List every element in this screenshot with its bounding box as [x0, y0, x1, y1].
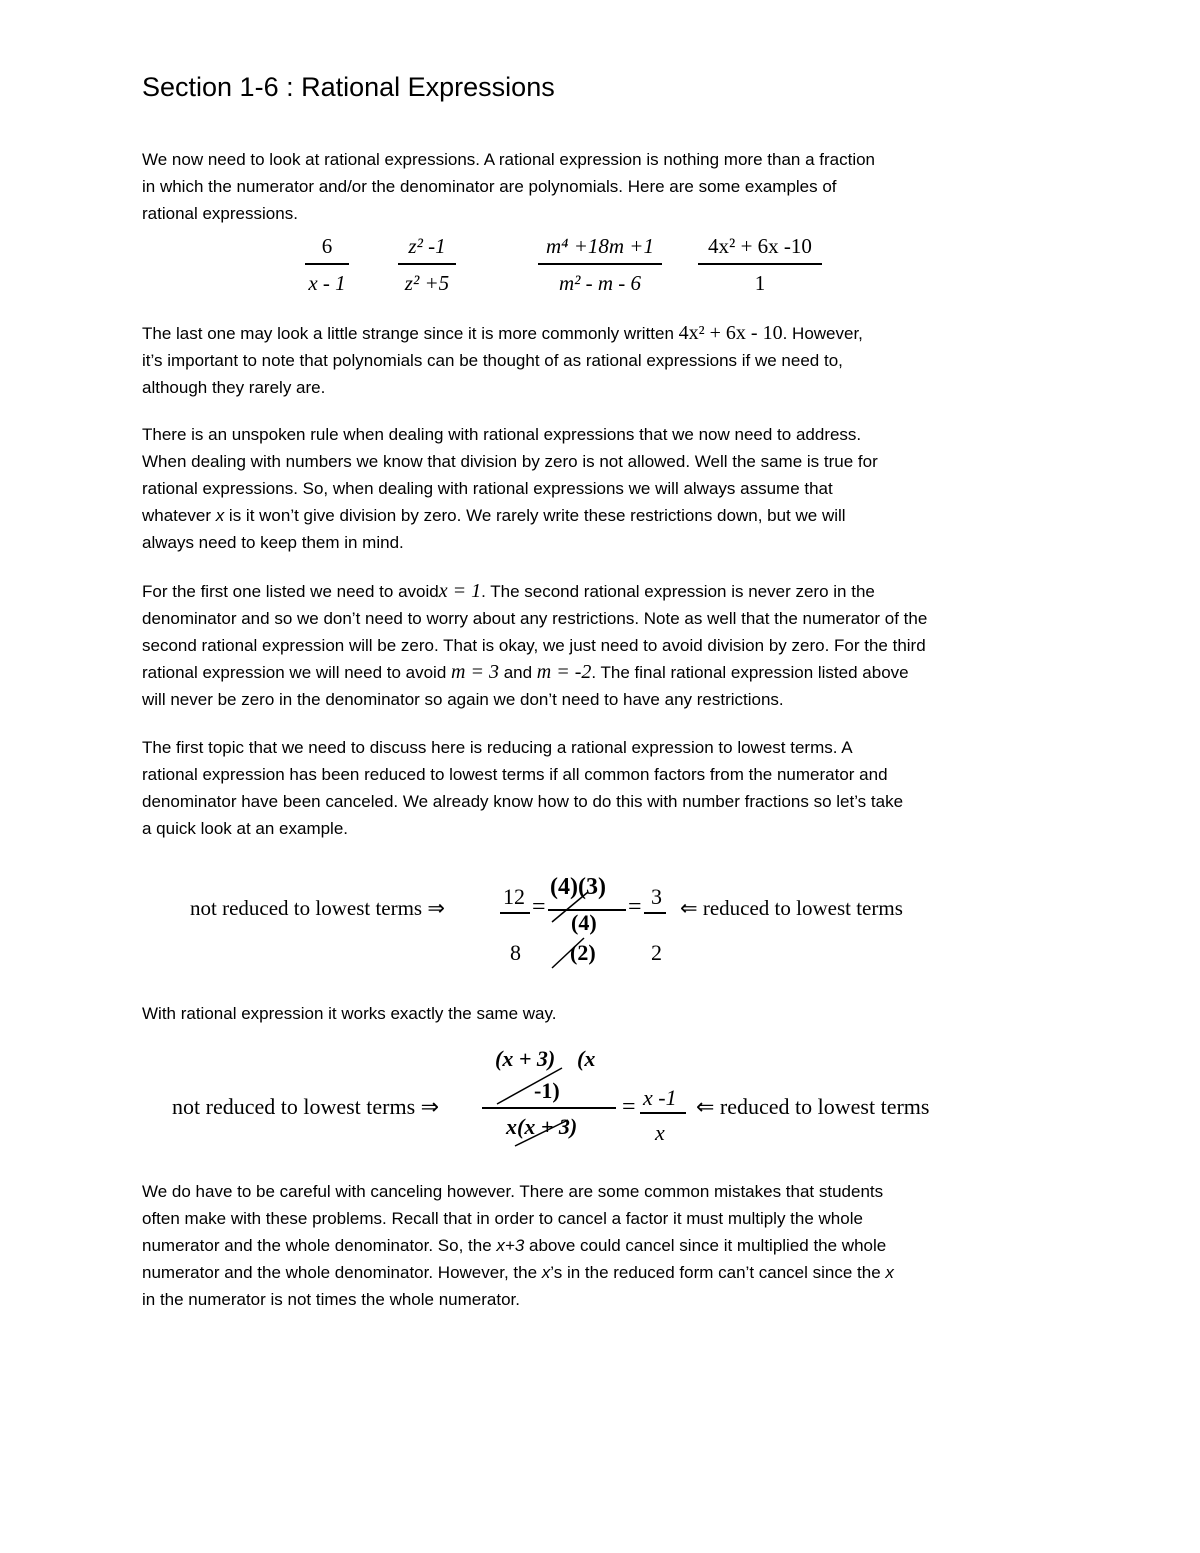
text-line: rational expression we will need to avoid m = 3 and m = -2. The final rational expression listed above [142, 661, 909, 683]
eq1-fraction2-denominator: (2) [570, 940, 596, 965]
fraction-denominator: 1 [754, 271, 766, 295]
eq1-fraction3-numerator: 3 [651, 884, 662, 909]
eq2-right-label: ⇐ reduced to lowest terms [696, 1094, 930, 1119]
eq1-fraction2-middle: (4) [571, 910, 597, 935]
eq2-numerator-factor-c: -1) [534, 1078, 560, 1103]
text-line: rational expression has been reduced to lowest terms if all common factors from the numerator and [142, 765, 888, 784]
eq1-fraction1-denominator: 8 [510, 940, 521, 965]
text-line: numerator and the whole denominator. However, the x’s in the reduced form can’t cancel since the x [142, 1263, 894, 1282]
fraction-numerator: 6 [321, 234, 333, 258]
text-line: often make with these problems. Recall that in order to cancel a factor it must multiply the whole [142, 1209, 863, 1228]
fraction-denominator: z² +5 [404, 271, 450, 295]
eq2-equals: = [622, 1094, 636, 1120]
text-line: although they rarely are. [142, 378, 326, 397]
text-line: always need to keep them in mind. [142, 533, 404, 552]
fraction-denominator: m² - m - 6 [558, 271, 642, 295]
inline-math: x [541, 1263, 551, 1282]
text-line: in which the numerator and/or the denominator are polynomials. Here are some examples of [142, 177, 837, 196]
text-line: denominator and so we don’t need to worry about any restrictions. Note as well that the numerator of the [142, 609, 928, 628]
text-line: a quick look at an example. [142, 819, 349, 838]
eq2-result-bar [640, 1112, 686, 1114]
text-line: There is an unspoken rule when dealing with rational expressions that we now need to address. [142, 425, 862, 444]
eq1-fraction2-numerator: (4)(3) [550, 874, 606, 900]
fraction-numerator: z² -1 [408, 234, 446, 258]
eq2-numerator-factor-a: (x + 3) [495, 1046, 556, 1071]
inline-math: 4x² + 6x - 10 [678, 322, 783, 344]
inline-math: x+3 [496, 1236, 525, 1255]
text-line: whatever x is it won’t give division by zero. We rarely write these restrictions down, but we will [142, 506, 846, 525]
text-line: denominator have been canceled. We already know how to do this with number fractions so let’s take [142, 792, 904, 811]
text-line: it’s important to note that polynomials can be thought of as rational expressions if we need to, [142, 351, 843, 370]
fraction-numerator: m⁴ +18m +1 [546, 234, 654, 258]
text-line: With rational expression it works exactly the same way. [142, 1004, 557, 1023]
eq2-left-label: not reduced to lowest terms ⇒ [172, 1094, 440, 1119]
eq1-fraction3-denominator: 2 [651, 940, 662, 965]
fraction-denominator: x - 1 [308, 271, 346, 295]
eq1-equals-1: = [532, 894, 546, 920]
eq1-fraction1-numerator: 12 [503, 884, 525, 909]
text-line: The last one may look a little strange since it is more commonly written 4x² + 6x - 10. However, [142, 322, 863, 344]
paragraph-canceling-caution [142, 1178, 1072, 1313]
inline-math: x [215, 506, 225, 525]
inline-math: x = 1 [438, 580, 482, 602]
text-line: The first topic that we need to discuss here is reducing a rational expression to lowest terms. A [142, 738, 853, 757]
fraction-numerator: 4x² + 6x -10 [708, 234, 812, 258]
text-line: We do have to be careful with canceling however. There are some common mistakes that students [142, 1182, 884, 1201]
eq1-right-label: ⇐ reduced to lowest terms [680, 896, 903, 920]
text-line: We now need to look at rational expressions. A rational expression is nothing more than a fraction [142, 150, 876, 169]
text-line: rational expressions. So, when dealing with rational expressions we will always assume that [142, 479, 833, 498]
eq1-equals-2: = [628, 894, 642, 920]
text-line: second rational expression will be zero. That is okay, we just need to avoid division by zero. For the third [142, 636, 926, 655]
text-line: For the first one listed we need to avoidx = 1. The second rational expression is never zero in the [142, 580, 875, 602]
page-title: Section 1-6 : Rational Expressions [142, 72, 555, 102]
inline-math: m = 3 [451, 661, 499, 683]
text-line: When dealing with numbers we know that division by zero is not allowed. Well the same is true for [142, 452, 878, 471]
eq2-denominator: x(x + 3) [506, 1114, 578, 1139]
eq2-numerator-factor-b: (x [577, 1046, 596, 1071]
eq2-result-numerator: x -1 [643, 1085, 677, 1110]
inline-math: x [885, 1263, 894, 1282]
text-line: will never be zero in the denominator so again we don’t need to have any restrictions. [142, 690, 784, 709]
cancel-stroke [497, 1068, 562, 1104]
text-line: rational expressions. [142, 204, 298, 223]
text-line: numerator and the whole denominator. So, the x+3 above could cancel since it multiplied the whole [142, 1236, 887, 1255]
eq1-left-label: not reduced to lowest terms ⇒ [190, 896, 445, 920]
inline-math: m = -2 [536, 661, 592, 683]
text-line: in the numerator is not times the whole numerator. [142, 1290, 520, 1309]
eq2-result-denominator: x [655, 1120, 665, 1145]
cancel-stroke [515, 1120, 568, 1146]
